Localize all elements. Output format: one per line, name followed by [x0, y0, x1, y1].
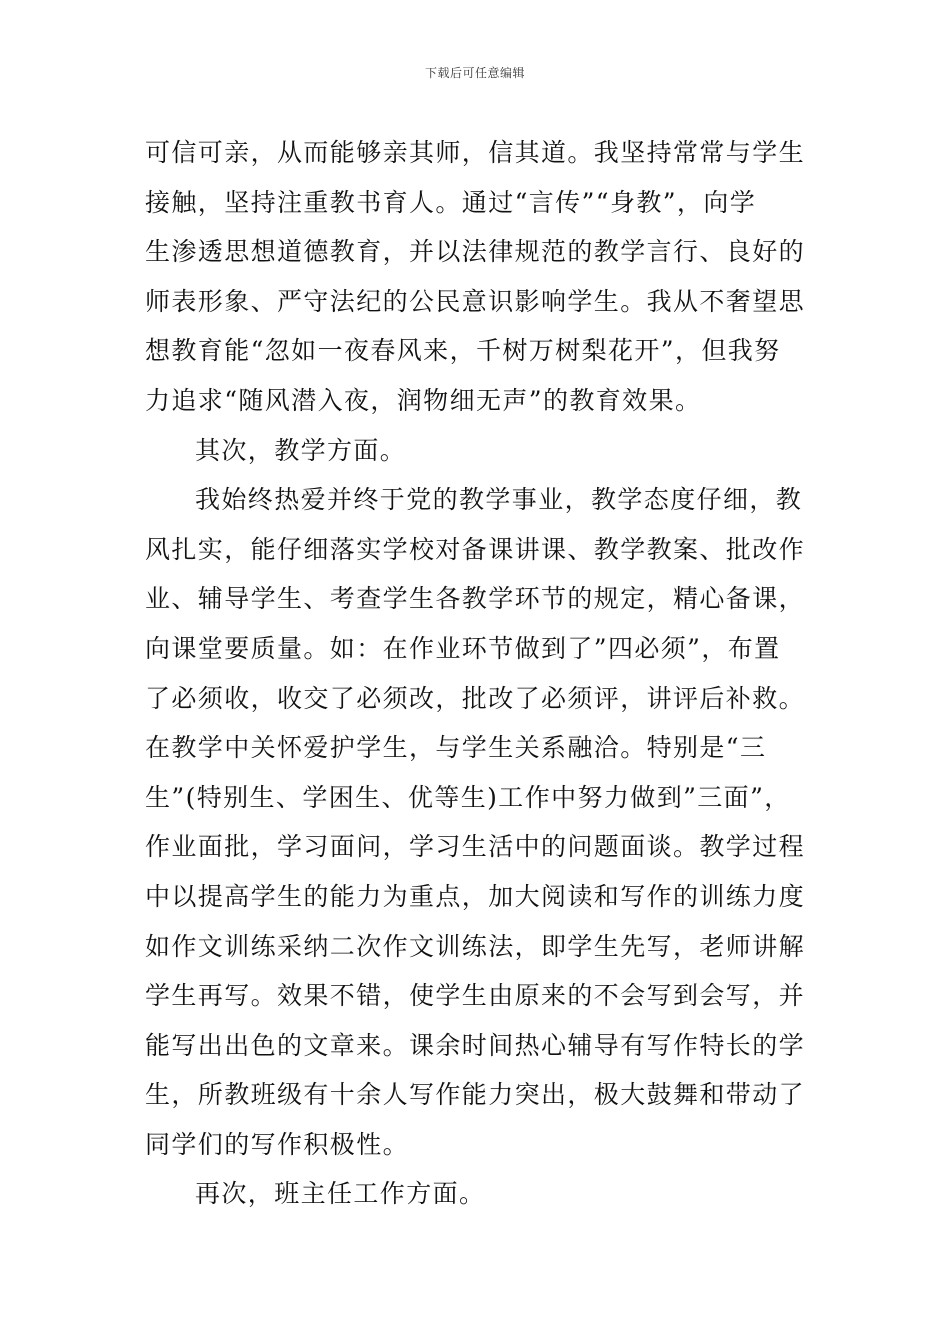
text-line: 向课堂要质量。如：在作业环节做到了”四必须”，布置: [145, 633, 781, 663]
text-line: 业、辅导学生、考查学生各教学环节的规定，精心备课，: [145, 584, 806, 614]
text-line: 风扎实，能仔细落实学校对备课讲课、教学教案、批改作: [145, 534, 806, 564]
text-line: 学生再写。效果不错，使学生由原来的不会写到会写，并: [145, 981, 806, 1011]
text-line: 可信可亲，从而能够亲其师，信其道。我坚持常常与学生: [145, 138, 806, 167]
text-line: 生，所教班级有十余人写作能力突出，极大鼓舞和带动了: [145, 1080, 806, 1110]
text-line: 师表形象、严守法纪的公民意识影响学生。我从不奢望思: [145, 286, 806, 316]
text-line: 如作文训练采纳二次作文训练法，即学生先写，老师讲解: [145, 931, 806, 961]
text-line: 我始终热爱并终于党的教学事业，教学态度仔细，教: [195, 485, 803, 515]
text-line: 在教学中关怀爱护学生，与学生关系融洽。特别是“三: [145, 733, 767, 763]
text-line: 能写出出色的文章来。课余时间热心辅导有写作特长的学: [145, 1030, 806, 1060]
text-line: 同学们的写作积极性。: [145, 1129, 410, 1159]
text-line: 作业面批，学习面问，学习生活中的问题面谈。教学过程: [145, 832, 806, 862]
text-line: 中以提高学生的能力为重点，加大阅读和写作的训练力度: [145, 881, 806, 911]
text-line: 力追求“随风潜入夜，润物细无声”的教育效果。: [145, 385, 702, 415]
text-line: 了必须收，收交了必须改，批改了必须评，讲评后补救。: [145, 683, 806, 713]
text-line: 再次，班主任工作方面。: [195, 1179, 486, 1209]
text-line: 其次，教学方面。: [195, 435, 407, 465]
text-line: 生渗透思想道德教育，并以法律规范的教学言行、良好的: [145, 237, 806, 267]
page-header-note: 下载后可任意编辑: [424, 66, 525, 80]
document-body: [145, 128, 815, 1219]
text-line: 想教育能“忽如一夜春风来，千树万树梨花开”，但我努: [145, 336, 781, 366]
text-line: 生”(特别生、学困生、优等生)工作中努力做到”三面”，: [145, 782, 791, 812]
text-line: 接触，坚持注重教书育人。通过“言传”“身教”，向学: [145, 187, 757, 217]
